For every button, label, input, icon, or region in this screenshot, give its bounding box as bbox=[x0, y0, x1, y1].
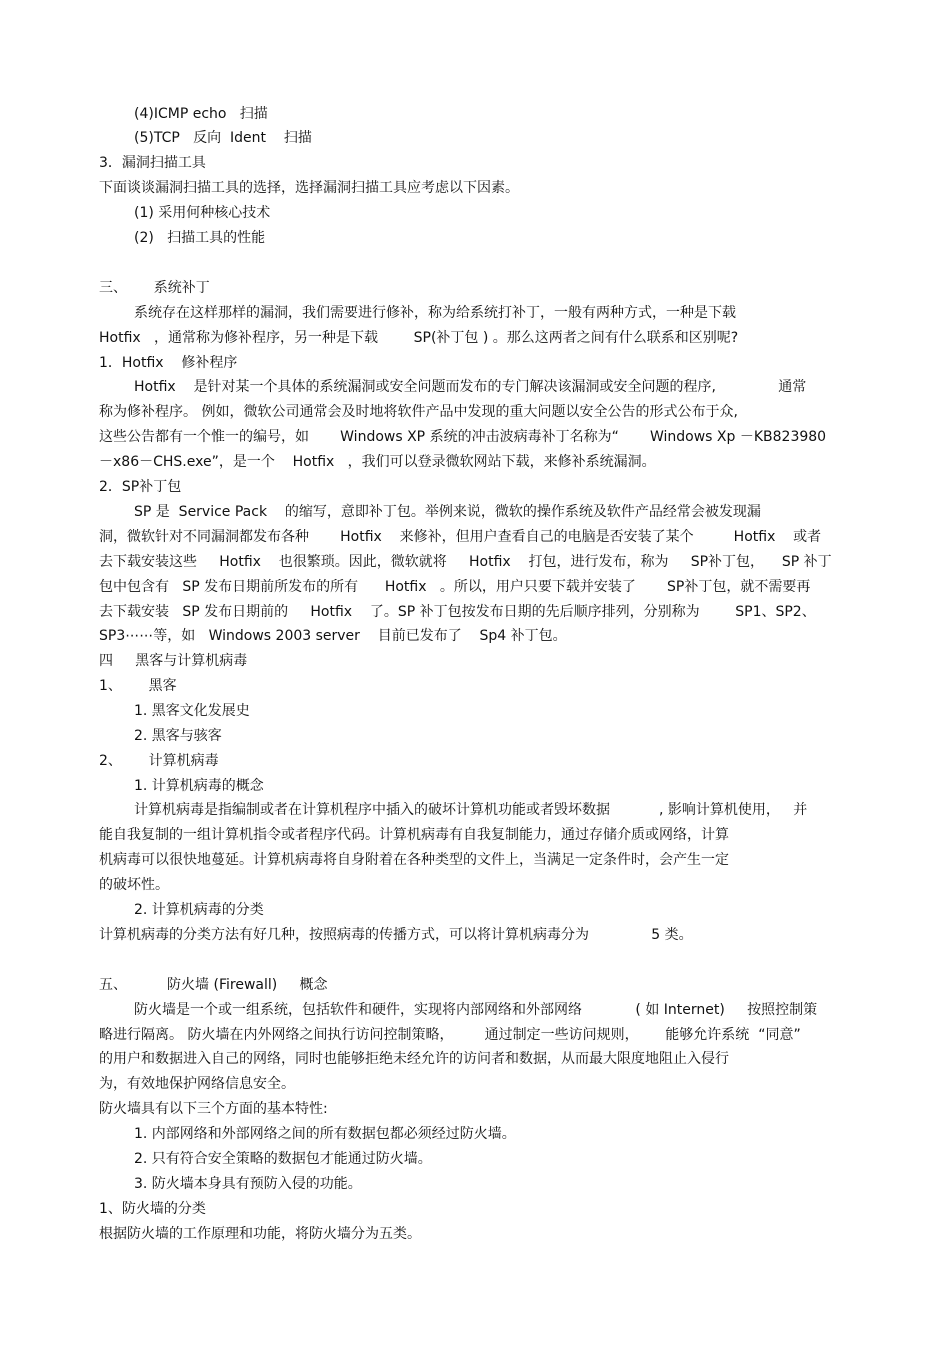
text-line: 计算机病毒的分类方法有好几种，按照病毒的传播方式，可以将计算机病毒分为 5 类。 bbox=[99, 927, 693, 943]
text-line: 为，有效地保护网络信息安全。 bbox=[99, 1076, 295, 1092]
text-line: 下面谈谈漏洞扫描工具的选择，选择漏洞扫描工具应考虑以下因素。 bbox=[99, 180, 519, 196]
list-item: 2. 计算机病毒的分类 bbox=[134, 902, 264, 918]
text-line: 包中包含有 SP 发布日期前所发布的所有 Hotfix 。所以，用户只要下载并安装了 SP补丁包，就不需要再 bbox=[99, 579, 811, 595]
list-item: (2) 扫描工具的性能 bbox=[134, 230, 266, 246]
text-line: SP3⋯⋯等，如 Windows 2003 server 目前已发布了 Sp4 补丁包。 bbox=[99, 628, 567, 644]
list-item: 1. 黑客文化发展史 bbox=[134, 703, 250, 719]
section-heading: 2．SP补丁包 bbox=[99, 479, 182, 495]
list-item: 2. 黑客与骇客 bbox=[134, 728, 222, 744]
text-line: 去下载安装 SP 发布日期前的 Hotfix 了。SP 补丁包按发布日期的先后顺序排列，分别称为 SP1、SP2、 bbox=[99, 604, 816, 620]
text-line: 机病毒可以很快地蔓延。计算机病毒将自身附着在各种类型的文件上，当满足一定条件时，会产生一定 bbox=[99, 852, 729, 868]
text-line: 略进行隔离。 防火墙在内外网络之间执行访问控制策略， 通过制定一些访问规则， 能够允许系统 “同意” bbox=[99, 1027, 801, 1043]
text-line: 洞，微软针对不同漏洞都发布各种 Hotfix 来修补，但用户查看自己的电脑是否安装了某个 Hotfix 或者 bbox=[99, 529, 822, 545]
text-line: SP 是 Service Pack 的缩写，意即补丁包。举例来说，微软的操作系统及软件产品经常会被发现漏 bbox=[134, 504, 761, 520]
text-line: Hotfix ，通常称为修补程序，另一种是下载 SP(补丁包 ) 。那么这两者之间有什么联系和区别呢? bbox=[99, 330, 739, 346]
text-line: 能自我复制的一组计算机指令或者程序代码。计算机病毒有自我复制能力，通过存储介质或网络，计算 bbox=[99, 827, 729, 843]
text-line: 系统存在这样那样的漏洞，我们需要进行修补，称为给系统打补丁，一般有两种方式，一种是下载 bbox=[134, 305, 736, 321]
text-line: 去下载安装这些 Hotfix 也很繁琐。因此，微软就将 Hotfix 打包，进行发布，称为 SP补丁包， SP 补丁 bbox=[99, 554, 832, 570]
text-line: (4)ICMP echo 扫描 bbox=[134, 106, 268, 122]
list-item: 2. 只有符合安全策略的数据包才能通过防火墙。 bbox=[134, 1151, 432, 1167]
list-item: 1. 计算机病毒的概念 bbox=[134, 778, 264, 794]
text-line: (5)TCP 反向 Ident 扫描 bbox=[134, 130, 312, 146]
list-item: 1. 内部网络和外部网络之间的所有数据包都必须经过防火墙。 bbox=[134, 1126, 516, 1142]
section-heading: 1、防火墙的分类 bbox=[99, 1201, 206, 1217]
section-heading: 四 黑客与计算机病毒 bbox=[99, 653, 248, 669]
text-line: 根据防火墙的工作原理和功能，将防火墙分为五类。 bbox=[99, 1226, 421, 1242]
section-heading: 1．Hotfix 修补程序 bbox=[99, 355, 238, 371]
text-line: 的用户和数据进入自己的网络，同时也能够拒绝未经允许的访问者和数据，从而最大限度地阻止入侵行 bbox=[99, 1051, 729, 1067]
section-heading: 3．漏洞扫描工具 bbox=[99, 155, 206, 171]
text-line: 的破坏性。 bbox=[99, 877, 169, 893]
text-line: 称为修补程序。 例如，微软公司通常会及时地将软件产品中发现的重大问题以安全公告的形式公布于众, bbox=[99, 404, 738, 420]
text-line: 这些公告都有一个惟一的编号，如 Windows XP 系统的冲击波病毒补丁名称为“ Windows Xp －KB823980 bbox=[99, 429, 827, 445]
list-item: (1) 采用何种核心技术 bbox=[134, 205, 271, 221]
section-heading: 三、 系统补丁 bbox=[99, 280, 210, 296]
text-line: 防火墙是一个或一组系统，包括软件和硬件，实现将内部网络和外部网络 ( 如 Internet) 按照控制策 bbox=[134, 1002, 818, 1018]
section-heading: 五、 防火墙 (Firewall) 概念 bbox=[99, 977, 328, 993]
text-line: －x86－CHS.exe”，是一个 Hotfix ，我们可以登录微软网站下载，来修补系统漏洞。 bbox=[99, 454, 656, 470]
section-heading: 2、 计算机病毒 bbox=[99, 753, 219, 769]
text-line: Hotfix 是针对某一个具体的系统漏洞或安全问题而发布的专门解决该漏洞或安全问题的程序, 通常 bbox=[134, 379, 807, 395]
text-line: 防火墙具有以下三个方面的基本特性: bbox=[99, 1101, 328, 1117]
list-item: 3. 防火墙本身具有预防入侵的功能。 bbox=[134, 1176, 362, 1192]
text-line: 计算机病毒是指编制或者在计算机程序中插入的破坏计算机功能或者毁坏数据 , 影响计算机使用， 并 bbox=[134, 802, 808, 818]
section-heading: 1、 黑客 bbox=[99, 678, 177, 694]
